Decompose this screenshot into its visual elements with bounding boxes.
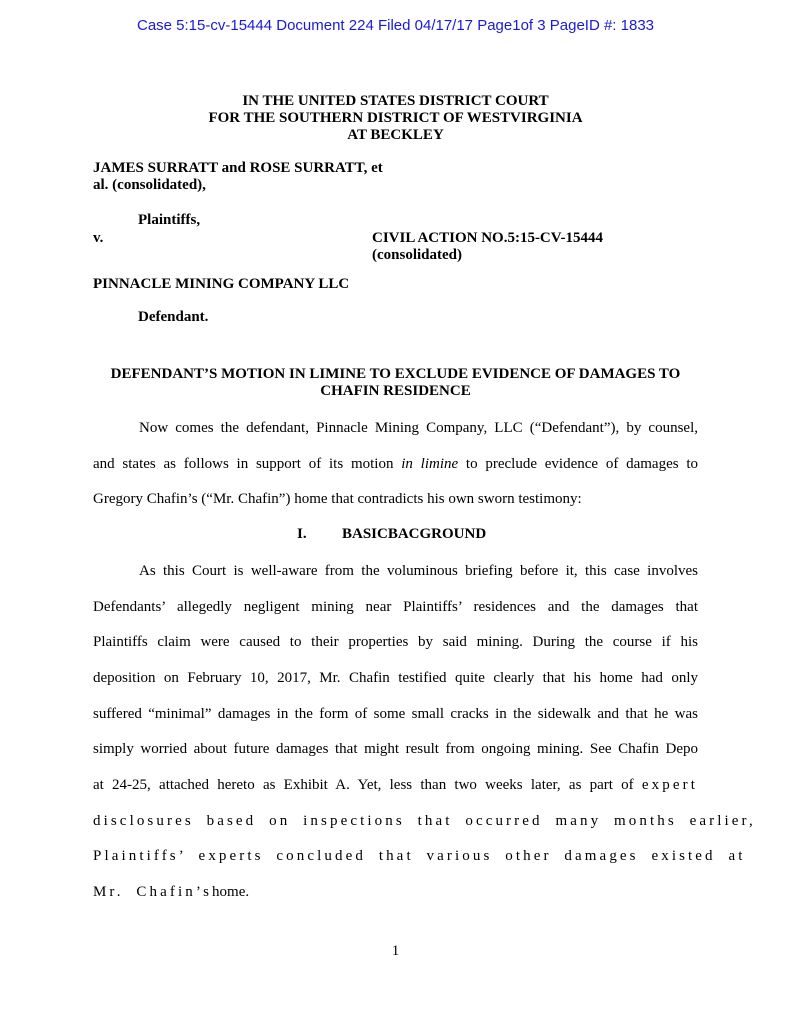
versus-label: v.: [93, 230, 104, 246]
court-name-line-2: FOR THE SOUTHERN DISTRICT OF WESTVIRGINIA: [208, 110, 583, 126]
body-line-1: As this Court is well-aware from the voluminous briefing before it, this case involves: [139, 563, 698, 579]
motion-title-line-2: CHAFIN RESIDENCE: [320, 383, 471, 399]
plaintiffs-names-line-1: JAMES SURRATT and ROSE SURRATT, et: [93, 160, 383, 176]
defendant-name: PINNACLE MINING COMPANY LLC: [93, 276, 350, 292]
section-number: I.: [297, 526, 307, 542]
plaintiffs-label: Plaintiffs,: [138, 212, 201, 228]
body-line-8: disclosures based on inspections that occurred many months earlier,: [93, 813, 756, 829]
case-header-stamp: Case 5:15-cv-15444 Document 224 Filed 04/17/17 Page1of 3 PageID #: 1833: [136, 17, 655, 34]
section-title: BASICBACGROUND: [342, 526, 487, 542]
body-line-2: Defendants’ allegedly negligent mining near Plaintiffs’ residences and the damages that: [93, 599, 698, 615]
body-line-7-start: at 24-25, attached hereto as Exhibit A. Yet, less than two weeks later, as part of: [93, 777, 634, 793]
intro-line-2: [93, 455, 698, 473]
body-line-9: Plaintiffs’ experts concluded that various other damages existed at: [93, 848, 746, 864]
body-line-4: deposition on February 10, 2017, Mr. Chafin testified quite clearly that his home had only: [93, 670, 698, 686]
court-location: AT BECKLEY: [347, 127, 444, 143]
court-name-line-1: IN THE UNITED STATES DISTRICT COURT: [242, 93, 549, 109]
body-line-3: Plaintiffs claim were caused to their properties by said mining. During the course if his: [93, 634, 698, 650]
body-line-6: simply worried about future damages that might result from ongoing mining. See Chafin Depo: [93, 741, 698, 757]
mr-chafins: Mr. Chafin’s: [93, 884, 213, 900]
expert-word: expert: [641, 777, 698, 793]
intro-line-3: Gregory Chafin’s (“Mr. Chafin”) home that contradicts his own sworn testimony:: [93, 491, 582, 507]
body-line-7: [93, 776, 698, 794]
intro-line-2-start: and states as follows in support of its motion: [93, 456, 394, 472]
page-number: 1: [391, 943, 400, 959]
motion-title-line-1: DEFENDANT’S MOTION IN LIMINE TO EXCLUDE EVIDENCE OF DAMAGES TO: [110, 366, 681, 382]
plaintiffs-names-line-2: al. (consolidated),: [93, 177, 206, 193]
body-line-5: suffered “minimal” damages in the form of some small cracks in the sidewalk and that he was: [93, 706, 698, 722]
civil-action-number: CIVIL ACTION NO.5:15-CV-15444: [372, 230, 603, 246]
defendant-label: Defendant.: [138, 309, 209, 325]
in-limine-italic: in limine: [401, 456, 459, 472]
intro-line-1: Now comes the defendant, Pinnacle Mining Company, LLC (“Defendant”), by counsel,: [139, 420, 698, 436]
body-line-10: [93, 883, 698, 901]
motion-title: [92, 366, 699, 400]
body-line-10-end: home.: [212, 884, 250, 900]
intro-line-2-end: to preclude evidence of damages to: [465, 456, 698, 472]
civil-action-consolidated: (consolidated): [372, 247, 462, 263]
